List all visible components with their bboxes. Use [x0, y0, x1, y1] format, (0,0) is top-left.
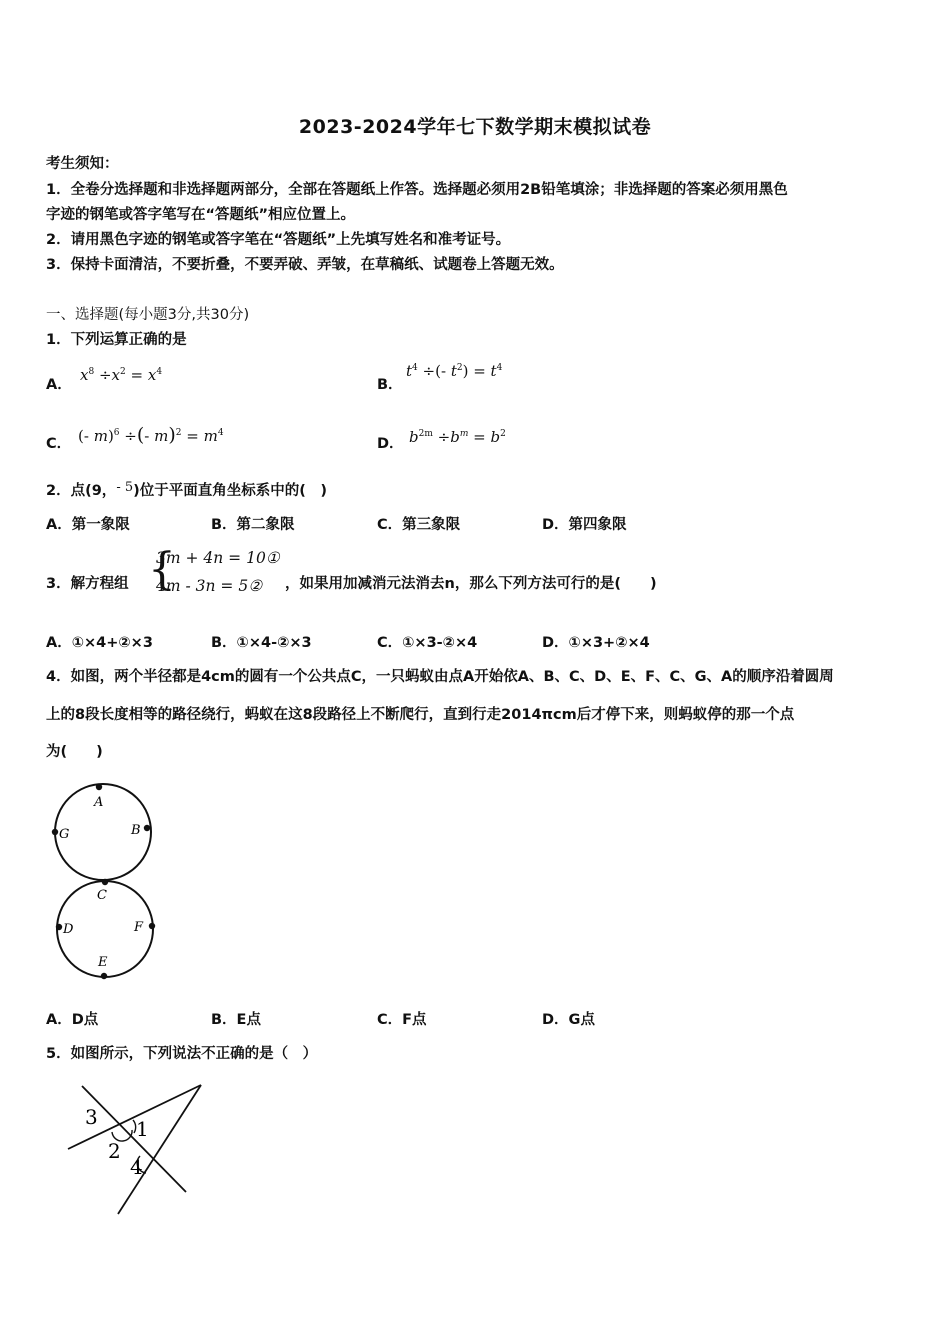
- q1-option-c-label: C．: [46, 436, 72, 452]
- q4-label-f: F: [134, 920, 144, 935]
- q1-option-a-label: A．: [46, 377, 72, 393]
- q2-option-c[interactable]: C．第三象限: [377, 517, 461, 533]
- q1-option-b-formula: $t^4$ ÷(- $t^2) = t^4$: [406, 362, 503, 380]
- q4-point-d: [56, 924, 62, 930]
- q1-option-d-label: D．: [377, 436, 404, 452]
- q4-option-b[interactable]: B．E点: [211, 1012, 261, 1028]
- q4-label-e: E: [98, 955, 108, 970]
- q4-label-d: D: [63, 922, 74, 937]
- q3-stem-after: ，如果用加减消元法消去n，那么下列方法可行的是( ): [285, 576, 657, 592]
- q1-option-c-formula: (- m)$^6$ ÷(- $m)^2 = m^4$: [78, 424, 224, 446]
- q4-stem-line-3: 为( ): [46, 744, 103, 760]
- q3-option-d[interactable]: D．①×3+②×4: [542, 635, 650, 651]
- notice-item-2: 2．请用黑色字迹的钢笔或答字笔在“答题纸”上先填写姓名和准考证号。: [46, 232, 511, 248]
- q3-option-c[interactable]: C．①×3-②×4: [377, 635, 478, 651]
- q4-label-b: B: [131, 823, 141, 838]
- q5-label-3: 3: [85, 1105, 98, 1129]
- q4-point-f: [149, 923, 155, 929]
- q4-label-c: C: [97, 888, 107, 903]
- section-heading: 一、选择题(每小题3分,共30分): [46, 307, 250, 323]
- q4-label-g: G: [59, 827, 70, 842]
- q2-stem: [46, 479, 327, 500]
- q4-point-c: [102, 879, 108, 885]
- q5-intersecting-lines-figure: [60, 1078, 210, 1218]
- q5-label-2: 2: [108, 1139, 121, 1163]
- q4-point-a: [96, 784, 102, 790]
- notice-item-1-cont: 字迹的钢笔或答字笔写在“答题纸”相应位置上。: [46, 207, 356, 223]
- q5-stem: 5．如图所示，下列说法不正确的是（ ）: [46, 1046, 318, 1062]
- q3-stem-before: 3．解方程组: [46, 576, 129, 592]
- q5-label-1: 1: [136, 1117, 149, 1141]
- q3-option-b[interactable]: B．①×4-②×3: [211, 635, 312, 651]
- q4-stem-line-2: 上的8段长度相等的路径绕行，蚂蚁在这8段路径上不断爬行，直到行走2014πcm后才停下来，则蚂蚁停的那一个点: [46, 707, 795, 723]
- q3-equation-1: 3m + 4n = 10①: [156, 549, 280, 567]
- q1-stem: 1．下列运算正确的是: [46, 332, 187, 348]
- q2-stem-before: 2．点(9，: [46, 483, 117, 499]
- q4-option-d[interactable]: D．G点: [542, 1012, 595, 1028]
- q4-option-a[interactable]: A．D点: [46, 1012, 99, 1028]
- notice-heading: 考生须知：: [46, 156, 119, 172]
- q4-option-c[interactable]: C．F点: [377, 1012, 427, 1028]
- q1-option-d-formula: $b^{2m} \div b^m = b^2$: [409, 428, 506, 446]
- q1-option-a-formula: $x^8 \div x^2 = x^4$: [80, 366, 163, 384]
- q1-option-b-label: B．: [377, 377, 403, 393]
- q2-stem-value: - 5: [116, 480, 134, 495]
- q4-label-a: A: [94, 795, 104, 810]
- q3-option-a[interactable]: A．①×4+②×3: [46, 635, 153, 651]
- q5-label-4: 4: [130, 1155, 143, 1179]
- page-title: 2023-2024学年七下数学期末模拟试卷: [298, 116, 652, 138]
- q4-point-e: [101, 973, 107, 979]
- q2-stem-after: )位于平面直角坐标系中的( ): [133, 483, 327, 499]
- q4-point-g: [52, 829, 58, 835]
- q3-equation-2: 4m - 3n = 5②: [156, 577, 263, 595]
- q4-stem-line-1: 4．如图，两个半径都是4cm的圆有一个公共点C，一只蚂蚁由点A开始依A、B、C、D、E、F、C、G、A的顺序沿着圆周: [46, 669, 834, 685]
- notice-item-1: 1．全卷分选择题和非选择题两部分，全部在答题纸上作答。选择题必须用2B铅笔填涂；非选择题的答案必须用黑色: [46, 182, 788, 198]
- q4-two-circles-figure: [40, 778, 170, 988]
- q2-option-d[interactable]: D．第四象限: [542, 517, 627, 533]
- q3-equation-system: [148, 544, 283, 601]
- q2-option-b[interactable]: B．第二象限: [211, 517, 295, 533]
- q3-brace: {: [148, 544, 176, 595]
- q2-option-a[interactable]: A．第一象限: [46, 517, 130, 533]
- q4-point-b: [144, 825, 150, 831]
- notice-item-3: 3．保持卡面清洁，不要折叠，不要弄破、弄皱，在草稿纸、试题卷上答题无效。: [46, 257, 564, 273]
